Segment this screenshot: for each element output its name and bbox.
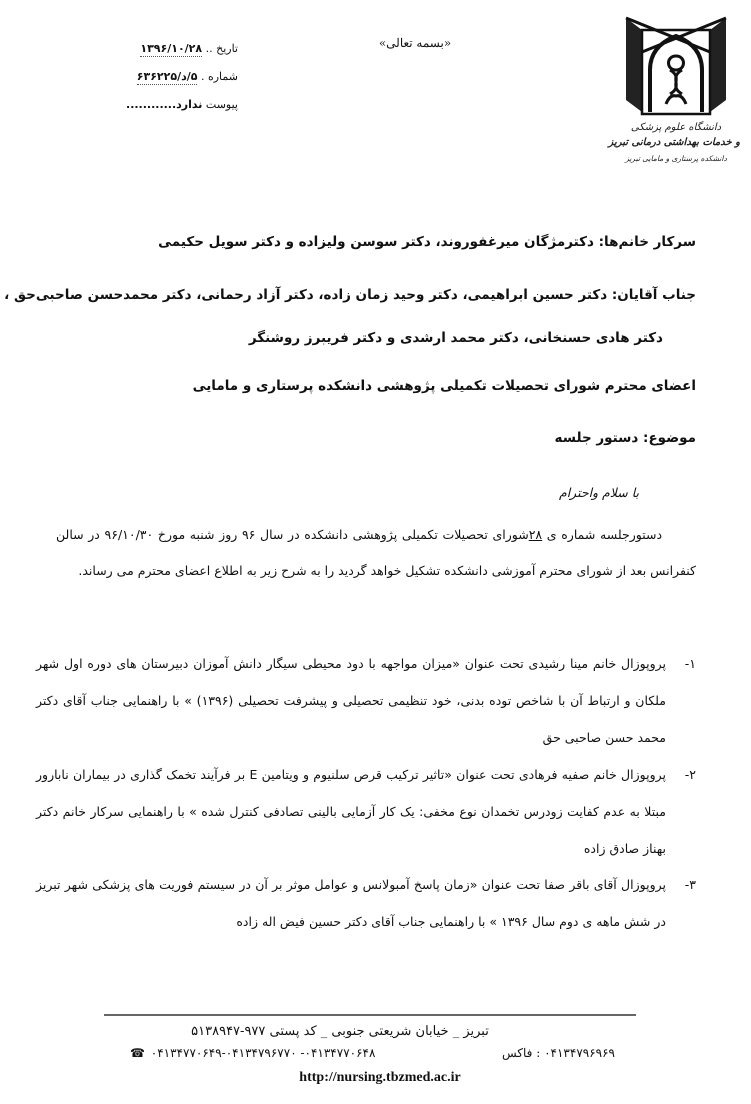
- telephone-icon: ☎: [130, 1046, 145, 1060]
- addressee-gentlemen-line-1: جناب آقایان: دکتر حسین ابراهیمی، دکتر وحید زمان زاده، دکتر آزاد رحمانی، دکتر محمدحسن صاحبی‌حق ،: [4, 287, 696, 303]
- logo-emblem-icon: [612, 12, 740, 122]
- intro-paragraph: [56, 517, 696, 589]
- agenda-item: [36, 756, 696, 867]
- date-value: ۱۳۹۶/۱۰/۲۸: [140, 42, 203, 55]
- logo-line-2: و خدمات بهداشتی درمانی تبریز: [608, 137, 740, 148]
- fax-number: ۰۴۱۳۴۷۹۶۹۶۹: [544, 1046, 615, 1060]
- university-logo: [608, 12, 740, 172]
- footer-contacts: [130, 1046, 615, 1060]
- subject-line: موضوع: دستور جلسه: [554, 430, 696, 446]
- letter-number: شماره . ۵/د/۶۳۶۲۲۵: [136, 70, 238, 83]
- intro-text-rest: شورای تحصیلات تکمیلی پژوهشی دانشکده در سال ۹۶ روز شنبه مورخ ۹۶/۱۰/۳۰ در سالن کنفرانس بعد از شورای محترم آموزشی دانشکده تشکیل خواهد گردید را به شرح زیر به اطلاع اعضای محترم می رساند.: [56, 527, 696, 578]
- agenda-item-number: ۲-: [684, 767, 696, 782]
- website-link[interactable]: http://nursing.tbzmed.ac.ir: [299, 1070, 461, 1085]
- intro-text-start: دستورجلسه شماره ی: [542, 527, 663, 542]
- addressee-ladies: سرکار خانم‌ها: دکترمژگان میرغفوروند، دکتر سوسن ولیزاده و دکتر سویل حکیمی: [158, 234, 696, 250]
- greeting: با سلام واحترام: [558, 485, 639, 500]
- agenda-item-number: ۱-: [684, 656, 696, 671]
- bismillah-heading: «بسمه تعالی»: [378, 36, 452, 50]
- logo-line-3: دانشکده پرستاری و مامایی تبریز: [625, 154, 727, 163]
- logo-line-1: دانشگاه علوم پزشکی: [630, 122, 722, 133]
- footer-divider: [104, 1014, 636, 1016]
- fax-block: [502, 1046, 615, 1060]
- session-number: ۲۸: [528, 527, 543, 542]
- date-label: تاریخ: [216, 42, 238, 55]
- agenda-item-text: پروپوزال خانم مینا رشیدی تحت عنوان «میزان مواجهه با دود محیطی سیگار دانش آموزان دبیرستان های دوره اول شهر ملکان و ارتباط آن با شاخص توده بدنی، خود تنظیمی تحصیلی و پیشرفت تحصیلی (۱۳۹۶) » با راهنمایی جناب آقای دکتر محمد حسن صاحبی حق: [36, 656, 666, 745]
- number-label: شماره: [207, 70, 238, 83]
- footer-address: تبریز _ خیابان شریعتی جنوبی _ کد پستی ۹۷۷-۵۱۳۸۹۴۷: [191, 1024, 489, 1039]
- letter-attachment: [58, 98, 238, 111]
- agenda-item: [36, 866, 696, 940]
- phone-numbers: ۰۴۱۳۴۷۷۰۶۴۸- ۰۴۱۳۴۷۷۰۶۴۹-۰۴۱۳۴۷۹۶۷۷۰: [150, 1046, 376, 1060]
- fax-label: : فاکس: [502, 1046, 541, 1060]
- agenda-item-text: پروپوزال خانم صفیه فرهادی تحت عنوان «تاثیر ترکیب قرص سلنیوم و ویتامین E بر فرآیند تخمک گذاری در بیماران نابارور مبتلا به عدم کفایت زودرس تخمدان نوع مخفی: یک کار آزمایی بالینی تصادفی کنترل شده » با راهنمایی سرکار خانم دکتر بهناز صادق زاده: [36, 767, 666, 856]
- agenda-item-number: ۳-: [684, 877, 696, 892]
- addressee-council: اعضای محترم شورای تحصیلات تکمیلی پژوهشی دانشکده پرستاری و مامایی: [192, 378, 696, 394]
- attachment-value: ندارد............: [126, 98, 203, 111]
- attachment-label: پیوست: [205, 98, 238, 111]
- agenda-item: [36, 645, 696, 756]
- agenda-item-text: پروپوزال آقای باقر صفا تحت عنوان «زمان پاسخ آمبولانس و عوامل موثر بر آن در سیستم فوریت های پزشکی شهر تبریز در شش ماهه ی دوم سال ۱۳۹۶ » با راهنمایی جناب آقای دکتر حسین فیض اله زاده: [36, 877, 666, 929]
- phone-block: [130, 1046, 375, 1060]
- addressee-gentlemen-line-2: دکتر هادی حسنخانی، دکتر محمد ارشدی و دکتر فریبرز روشنگر: [248, 330, 663, 346]
- number-value: ۵/د/۶۳۶۲۲۵: [136, 70, 198, 83]
- letter-date: تاریخ .. ۱۳۹۶/۱۰/۲۸: [140, 42, 238, 55]
